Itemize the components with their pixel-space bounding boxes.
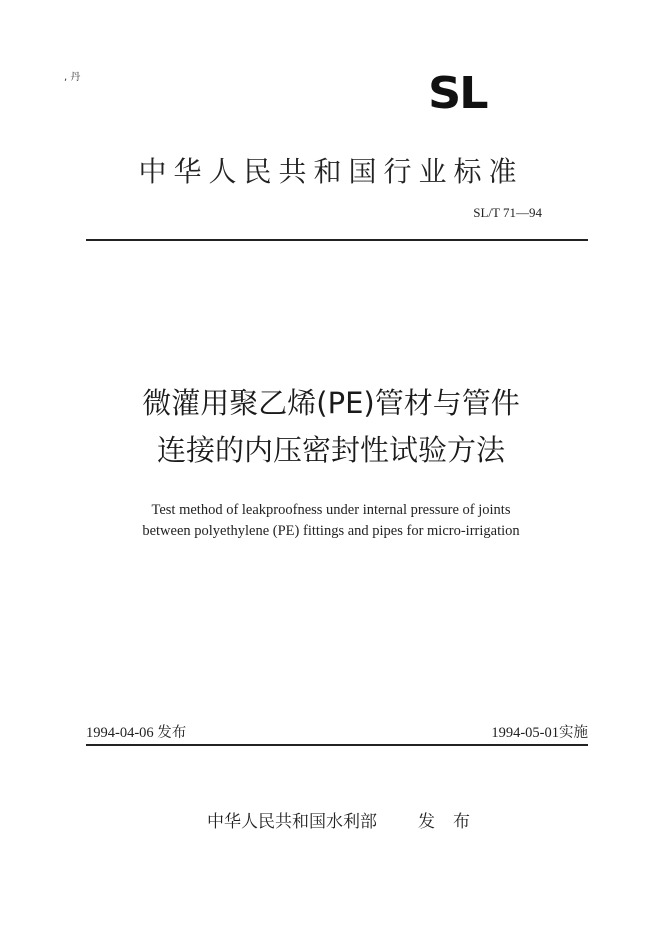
issue-label: 发布: [157, 725, 187, 741]
issue-date-block: [86, 721, 186, 742]
top-divider: [86, 239, 588, 241]
stray-mark: , 丹: [64, 72, 81, 83]
bottom-divider: [86, 744, 588, 746]
issuing-authority: 中华人民共和国水利部: [207, 812, 377, 832]
effective-date: 1994-05-01: [491, 725, 559, 741]
sl-logo: SL: [428, 68, 487, 119]
standard-title: 中华人民共和国行业标准: [138, 155, 524, 188]
issue-date: 1994-04-06: [86, 725, 154, 741]
standard-code: SL/T 71—94: [473, 205, 542, 220]
english-title-line-2: between polyethylene (PE) fittings and pipes for micro-irrigation: [142, 523, 520, 539]
chinese-title-line-1: 微灌用聚乙烯(PE)管材与管件: [142, 386, 520, 420]
effective-date-block: [491, 721, 588, 742]
english-title-line-1: Test method of leakproofness under internal pressure of joints: [151, 502, 511, 518]
chinese-title-line-2: 连接的内压密封性试验方法: [156, 433, 505, 467]
issuing-action: 发布: [418, 812, 488, 832]
effective-label: 实施: [559, 725, 588, 741]
